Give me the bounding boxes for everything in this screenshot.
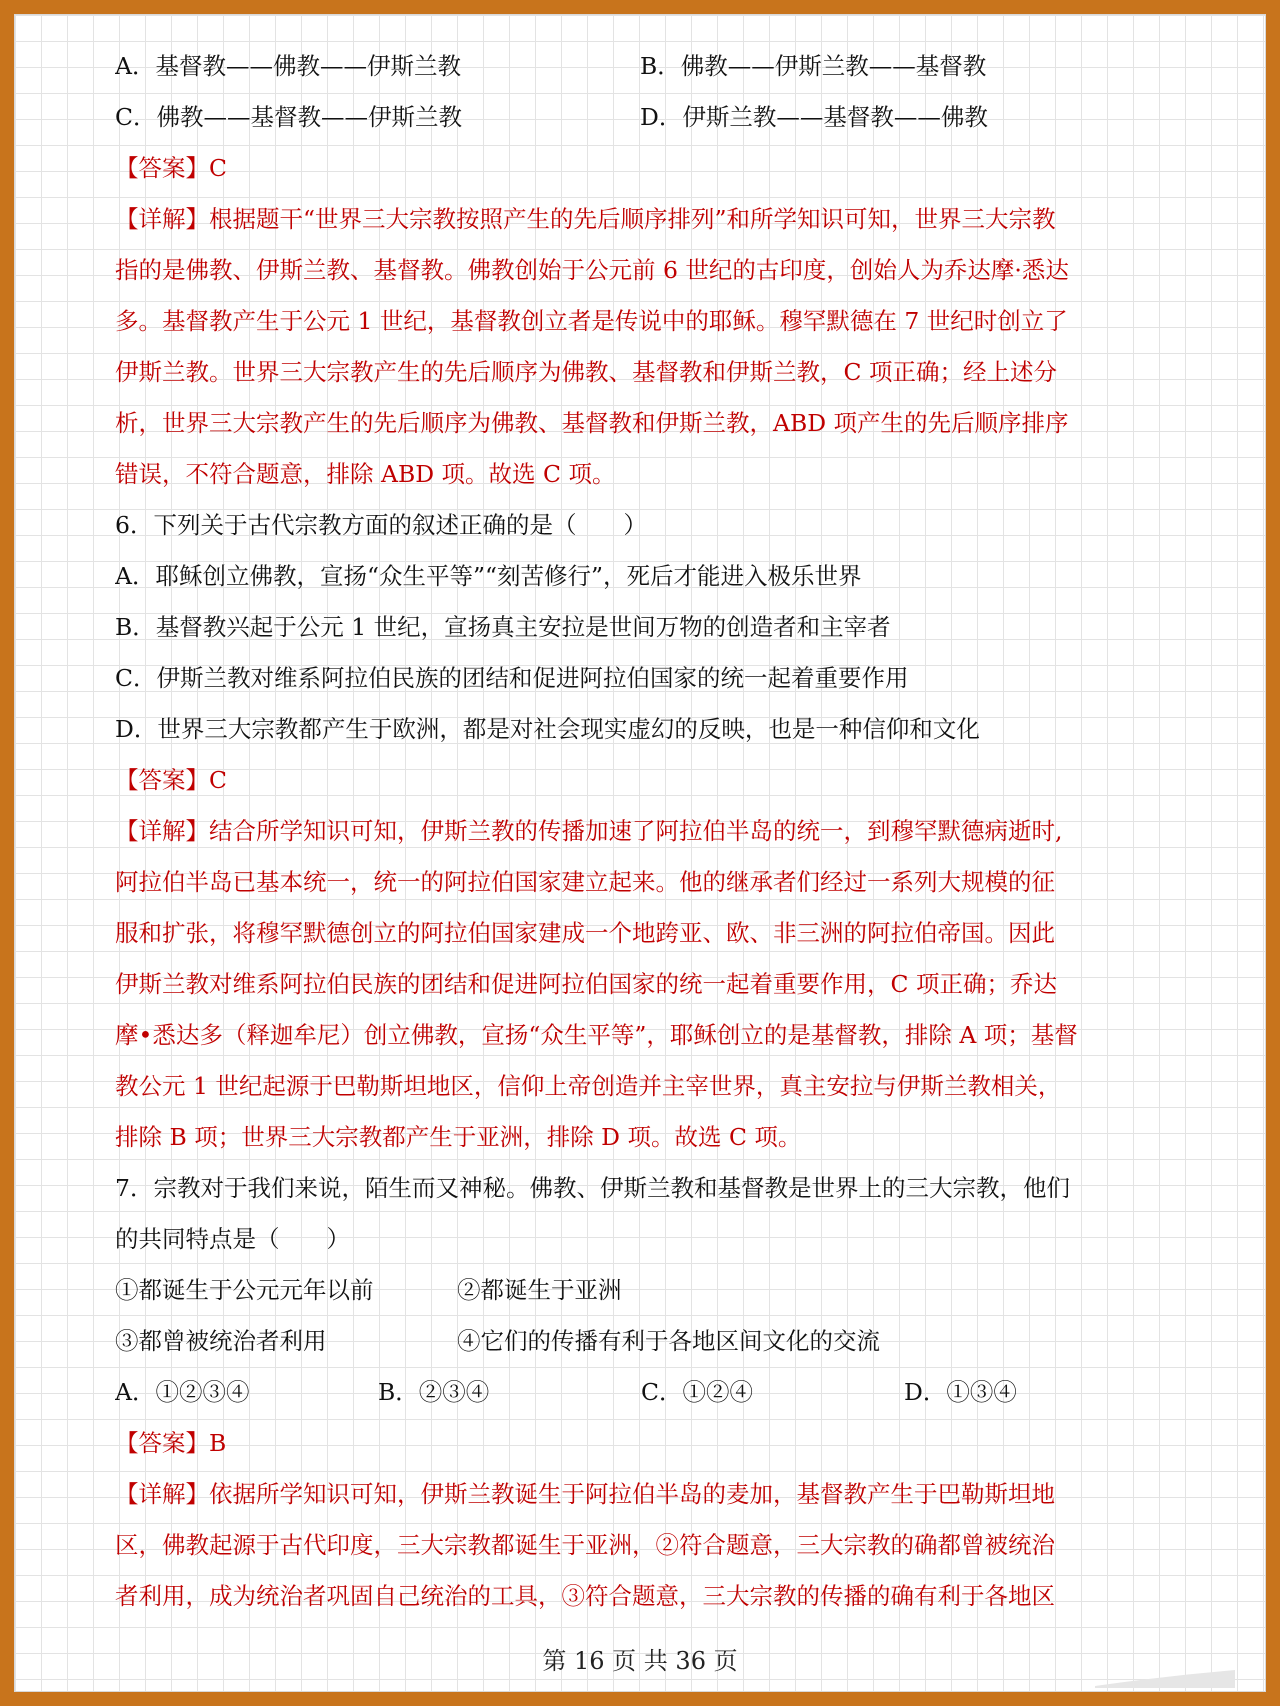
q5-options-row-2 bbox=[115, 92, 1185, 143]
q5-detail-line: 指的是佛教、伊斯兰教、基督教。佛教创始于公元前 6 世纪的古印度，创始人为乔达摩·悉达 bbox=[115, 256, 1069, 284]
q6-stem: 6．下列关于古代宗教方面的叙述正确的是（ ） bbox=[115, 511, 647, 539]
q6-detail-line: 教公元 1 世纪起源于巴勒斯坦地区，信仰上帝创造并主宰世界，真主安拉与伊斯兰教相关， bbox=[115, 1072, 1062, 1100]
q6-detail-line: 【详解】结合所学知识可知，伊斯兰教的传播加速了阿拉伯半岛的统一，到穆罕默德病逝时, bbox=[115, 817, 1063, 845]
q5-options-row-1 bbox=[115, 41, 1185, 92]
q7-options-row bbox=[115, 1367, 1185, 1418]
q6-detail-line: 服和扩张，将穆罕默德创立的阿拉伯国家建成一个地跨亚、欧、非三洲的阿拉伯帝国。因此 bbox=[115, 919, 1055, 947]
q7-option-c: C．①②④ bbox=[641, 1378, 753, 1406]
q5-detail-line: 伊斯兰教。世界三大宗教产生的先后顺序为佛教、基督教和伊斯兰教，C 项正确；经上述分 bbox=[115, 358, 1057, 386]
page-content bbox=[115, 41, 1185, 1622]
q6-detail-line: 摩•悉达多（释迦牟尼）创立佛教，宣扬“众生平等”，耶稣创立的是基督教，排除 A 项；基督 bbox=[115, 1021, 1078, 1049]
q6-option-a: A．耶稣创立佛教，宣扬“众生平等”“刻苦修行”，死后才能进入极乐世界 bbox=[115, 562, 862, 590]
q5-detail-line: 析，世界三大宗教产生的先后顺序为佛教、基督教和伊斯兰教，ABD 项产生的先后顺序排序 bbox=[115, 409, 1069, 437]
q7-item-2: ②都诞生于亚洲 bbox=[457, 1276, 622, 1304]
q7-answer: 【答案】B bbox=[115, 1429, 227, 1457]
q7-detail-line: 【详解】依据所学知识可知，伊斯兰教诞生于阿拉伯半岛的麦加，基督教产生于巴勒斯坦地 bbox=[115, 1480, 1055, 1508]
q5-option-c: C．佛教——基督教——伊斯兰教 bbox=[115, 103, 462, 131]
q7-item-4: ④它们的传播有利于各地区间文化的交流 bbox=[457, 1327, 880, 1355]
q7-detail-line: 区，佛教起源于古代印度，三大宗教都诞生于亚洲，②符合题意，三大宗教的确都曾被统治 bbox=[115, 1531, 1055, 1559]
document-page bbox=[14, 14, 1266, 1692]
q7-option-d: D．①③④ bbox=[904, 1378, 1017, 1406]
page-corner-shadow bbox=[1095, 1670, 1235, 1688]
q7-stem-line-2: 的共同特点是（ ） bbox=[115, 1225, 350, 1253]
q7-stem-line-1: 7．宗教对于我们来说，陌生而又神秘。佛教、伊斯兰教和基督教是世界上的三大宗教，他们 bbox=[115, 1174, 1070, 1202]
q7-option-a: A．①②③④ bbox=[115, 1378, 250, 1406]
q6-answer: 【答案】C bbox=[115, 766, 227, 794]
q5-option-a: A．基督教——佛教——伊斯兰教 bbox=[115, 52, 461, 80]
q5-option-d: D．伊斯兰教——基督教——佛教 bbox=[640, 103, 988, 131]
q6-detail-line: 排除 B 项；世界三大宗教都产生于亚洲，排除 D 项。故选 C 项。 bbox=[115, 1123, 802, 1151]
q6-option-b: B．基督教兴起于公元 1 世纪，宣扬真主安拉是世间万物的创造者和主宰者 bbox=[115, 613, 891, 641]
q5-detail-line: 多。基督教产生于公元 1 世纪，基督教创立者是传说中的耶稣。穆罕默德在 7 世纪时创立了 bbox=[115, 307, 1068, 335]
q7-item-1: ①都诞生于公元元年以前 bbox=[115, 1276, 374, 1304]
q6-detail-line: 阿拉伯半岛已基本统一，统一的阿拉伯国家建立起来。他的继承者们经过一系列大规模的征 bbox=[115, 868, 1055, 896]
q5-detail-line: 【详解】根据题干“世界三大宗教按照产生的先后顺序排列”和所学知识可知，世界三大宗教 bbox=[115, 205, 1056, 233]
q6-option-c: C．伊斯兰教对维系阿拉伯民族的团结和促进阿拉伯国家的统一起着重要作用 bbox=[115, 664, 909, 692]
q7-detail-line: 者利用，成为统治者巩固自己统治的工具，③符合题意，三大宗教的传播的确有利于各地区 bbox=[115, 1582, 1055, 1610]
q5-option-b: B．佛教——伊斯兰教——基督教 bbox=[640, 52, 987, 80]
q7-items-row-1 bbox=[115, 1265, 1185, 1316]
q6-option-d: D．世界三大宗教都产生于欧洲，都是对社会现实虚幻的反映，也是一种信仰和文化 bbox=[115, 715, 980, 743]
q6-detail-line: 伊斯兰教对维系阿拉伯民族的团结和促进阿拉伯国家的统一起着重要作用，C 项正确；乔达 bbox=[115, 970, 1057, 998]
q5-detail-line: 错误，不符合题意，排除 ABD 项。故选 C 项。 bbox=[115, 460, 616, 488]
q7-item-3: ③都曾被统治者利用 bbox=[115, 1327, 327, 1355]
page-number-footer: 第 16 页 共 36 页 bbox=[542, 1647, 738, 1675]
q7-option-b: B．②③④ bbox=[378, 1378, 490, 1406]
q5-answer: 【答案】C bbox=[115, 154, 227, 182]
q7-items-row-2 bbox=[115, 1316, 1185, 1367]
